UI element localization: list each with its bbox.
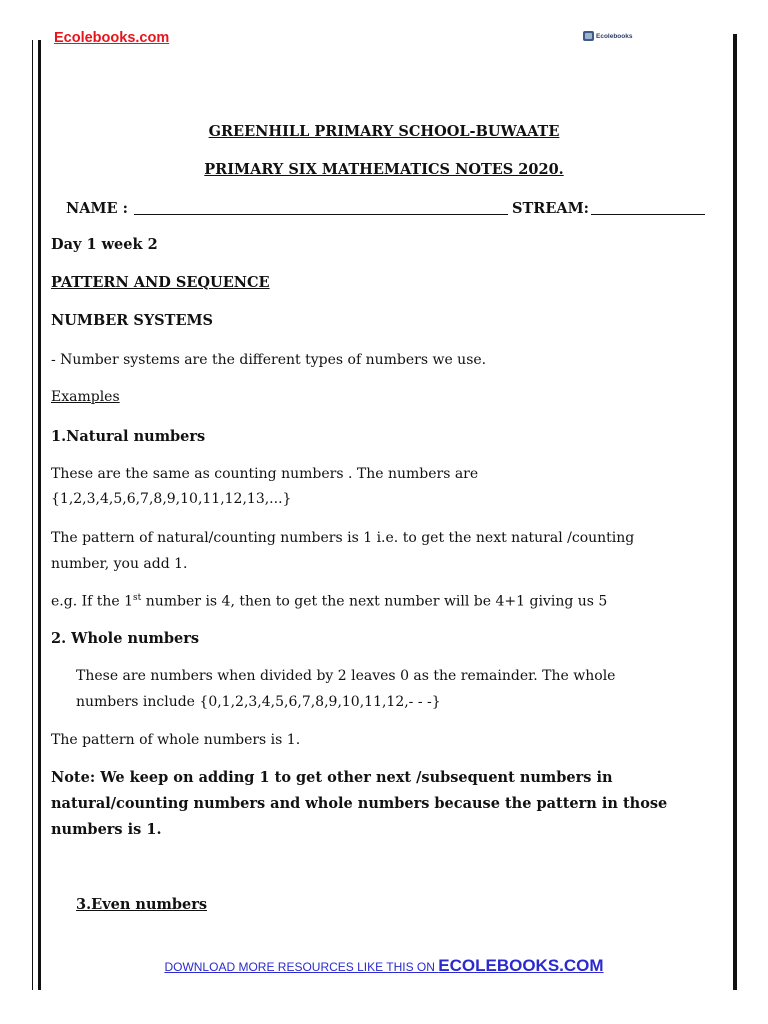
stream-label: STREAM:	[512, 200, 590, 217]
left-border-thin	[32, 40, 33, 990]
natural-pattern-line-1: The pattern of natural/counting numbers is 1 i.e. to get the next natural /counting	[51, 530, 635, 546]
whole-text-line-1: These are numbers when divided by 2 leaves 0 as the remainder. The whole	[76, 668, 616, 684]
note-line-2: natural/counting numbers and whole numbers because the pattern in those	[51, 795, 668, 812]
examples-label: Examples	[51, 389, 120, 405]
example-superscript: st	[133, 593, 142, 603]
subtopic-heading: NUMBER SYSTEMS	[51, 312, 214, 329]
even-numbers-heading: 3.Even numbers	[76, 896, 208, 913]
natural-text-line-2: {1,2,3,4,5,6,7,8,9,10,11,12,13,...}	[51, 491, 292, 507]
definition-text: - Number systems are the different types of numbers we use.	[51, 352, 487, 368]
natural-numbers-heading: 1.Natural numbers	[51, 428, 206, 445]
topic-heading: PATTERN AND SEQUENCE	[51, 274, 270, 291]
note-line-3: numbers is 1.	[51, 821, 162, 838]
whole-pattern: The pattern of whole numbers is 1.	[51, 732, 301, 748]
footer-download-link[interactable]: DOWNLOAD MORE RESOURCES LIKE THIS ON	[164, 960, 439, 974]
example-suffix: number is 4, then to get the next number will be 4+1 giving us 5	[141, 593, 608, 610]
book-icon	[583, 31, 594, 41]
natural-text-line-1: These are the same as counting numbers . The numbers are	[51, 466, 479, 482]
left-border-thick	[38, 40, 41, 990]
logo-text: Ecolebooks	[596, 32, 633, 40]
name-blank	[134, 200, 508, 215]
whole-numbers-heading: 2. Whole numbers	[51, 630, 200, 647]
natural-example	[51, 593, 607, 610]
day-heading: Day 1 week 2	[51, 236, 158, 253]
school-title: GREENHILL PRIMARY SCHOOL-BUWAATE	[208, 123, 560, 140]
stream-blank	[591, 200, 705, 215]
ecolebooks-logo	[583, 31, 632, 41]
whole-text-line-2: numbers include {0,1,2,3,4,5,6,7,8,9,10,11,12,- - -}	[76, 694, 441, 710]
natural-pattern-line-2: number, you add 1.	[51, 556, 188, 572]
name-stream-row	[66, 198, 705, 217]
brand-link[interactable]: Ecolebooks.com	[54, 30, 170, 46]
footer	[0, 956, 768, 976]
footer-site-link[interactable]: ECOLEBOOKS.COM	[438, 956, 604, 975]
name-label: NAME :	[66, 200, 129, 217]
notes-title: PRIMARY SIX MATHEMATICS NOTES 2020.	[204, 161, 564, 178]
example-prefix: e.g. If the 1	[51, 593, 134, 610]
note-line-1: Note: We keep on adding 1 to get other next /subsequent numbers in	[51, 769, 613, 786]
